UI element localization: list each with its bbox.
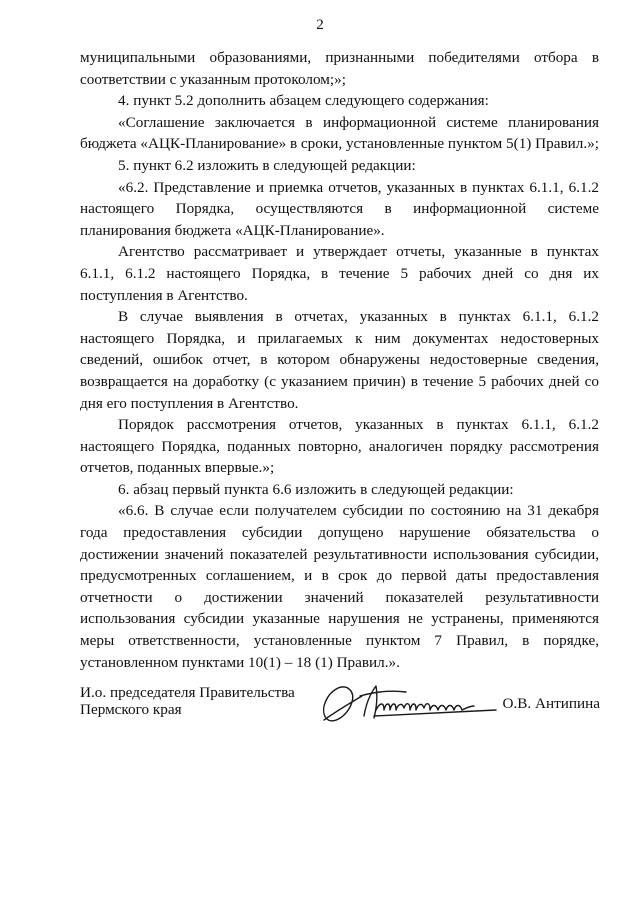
paragraph: «Соглашение заключается в информационной системе планирования бюджета «АЦК-Планирование» в сроки, установленные пунктом 5(1) Правил.»; [80,113,599,153]
signer-name: О.В. Антипина [502,695,600,712]
paragraph: Порядок рассмотрения отчетов, указанных в пунктах 6.1.1, 6.1.2 настоящего Порядка, поданных повторно, аналогичен порядку рассмотрения отчетов, поданных впервые.»; [80,416,599,477]
signer-title-line: Пермского края [80,701,182,718]
page-number: 2 [316,17,324,33]
paragraph: 4. пункт 5.2 дополнить абзацем следующего содержания: [118,92,489,110]
paragraph: 6. абзац первый пункта 6.6 изложить в следующей редакции: [118,480,514,498]
signer-title-line: И.о. председателя Правительства [80,684,295,701]
paragraph: «6.2. Представление и приемка отчетов, указанных в пунктах 6.1.1, 6.1.2 настоящего Порядка, осуществляются в информационной системе планирования бюджета «АЦК-Планирование». [80,178,599,239]
signer-title [80,684,295,718]
document-body [80,47,599,673]
paragraph: В случае выявления в отчетах, указанных в пунктах 6.1.1, 6.1.2 настоящего Порядка, и прилагаемых к ним документах недостоверных сведений, ошибок отчет, в котором обнаружены недостоверные сведения, возвращается на доработку (с указанием причин) в течение 5 рабочих дней со дня его поступления в Агентство. [80,308,599,412]
paragraph: муниципальными образованиями, признанными победителями отбора в соответствии с указанным протоколом;»; [80,49,599,88]
paragraph: Агентство рассматривает и утверждает отчеты, указанные в пунктах 6.1.1, 6.1.2 настоящего Порядка, в течение 5 рабочих дней со дня их поступления в Агентство. [80,243,599,304]
paragraph: «6.6. В случае если получателем субсидии по состоянию на 31 декабря года предоставления субсидии допущено нарушение обязательства о достижении значений показателей результативности использования субсидии, предусмотренных соглашением, и в срок до первой даты предоставления отчетности о достижении значений показателей результативности использования субсидии указанные нарушения не устранены, применяются меры ответственности, установленные пунктом 7 Правил, в порядке, установленном пунктами 10(1) – 18 (1) Правил.». [80,502,599,671]
handwritten-signature [318,680,508,726]
signature-block [80,684,600,734]
paragraph: 5. пункт 6.2 изложить в следующей редакции: [118,156,416,174]
